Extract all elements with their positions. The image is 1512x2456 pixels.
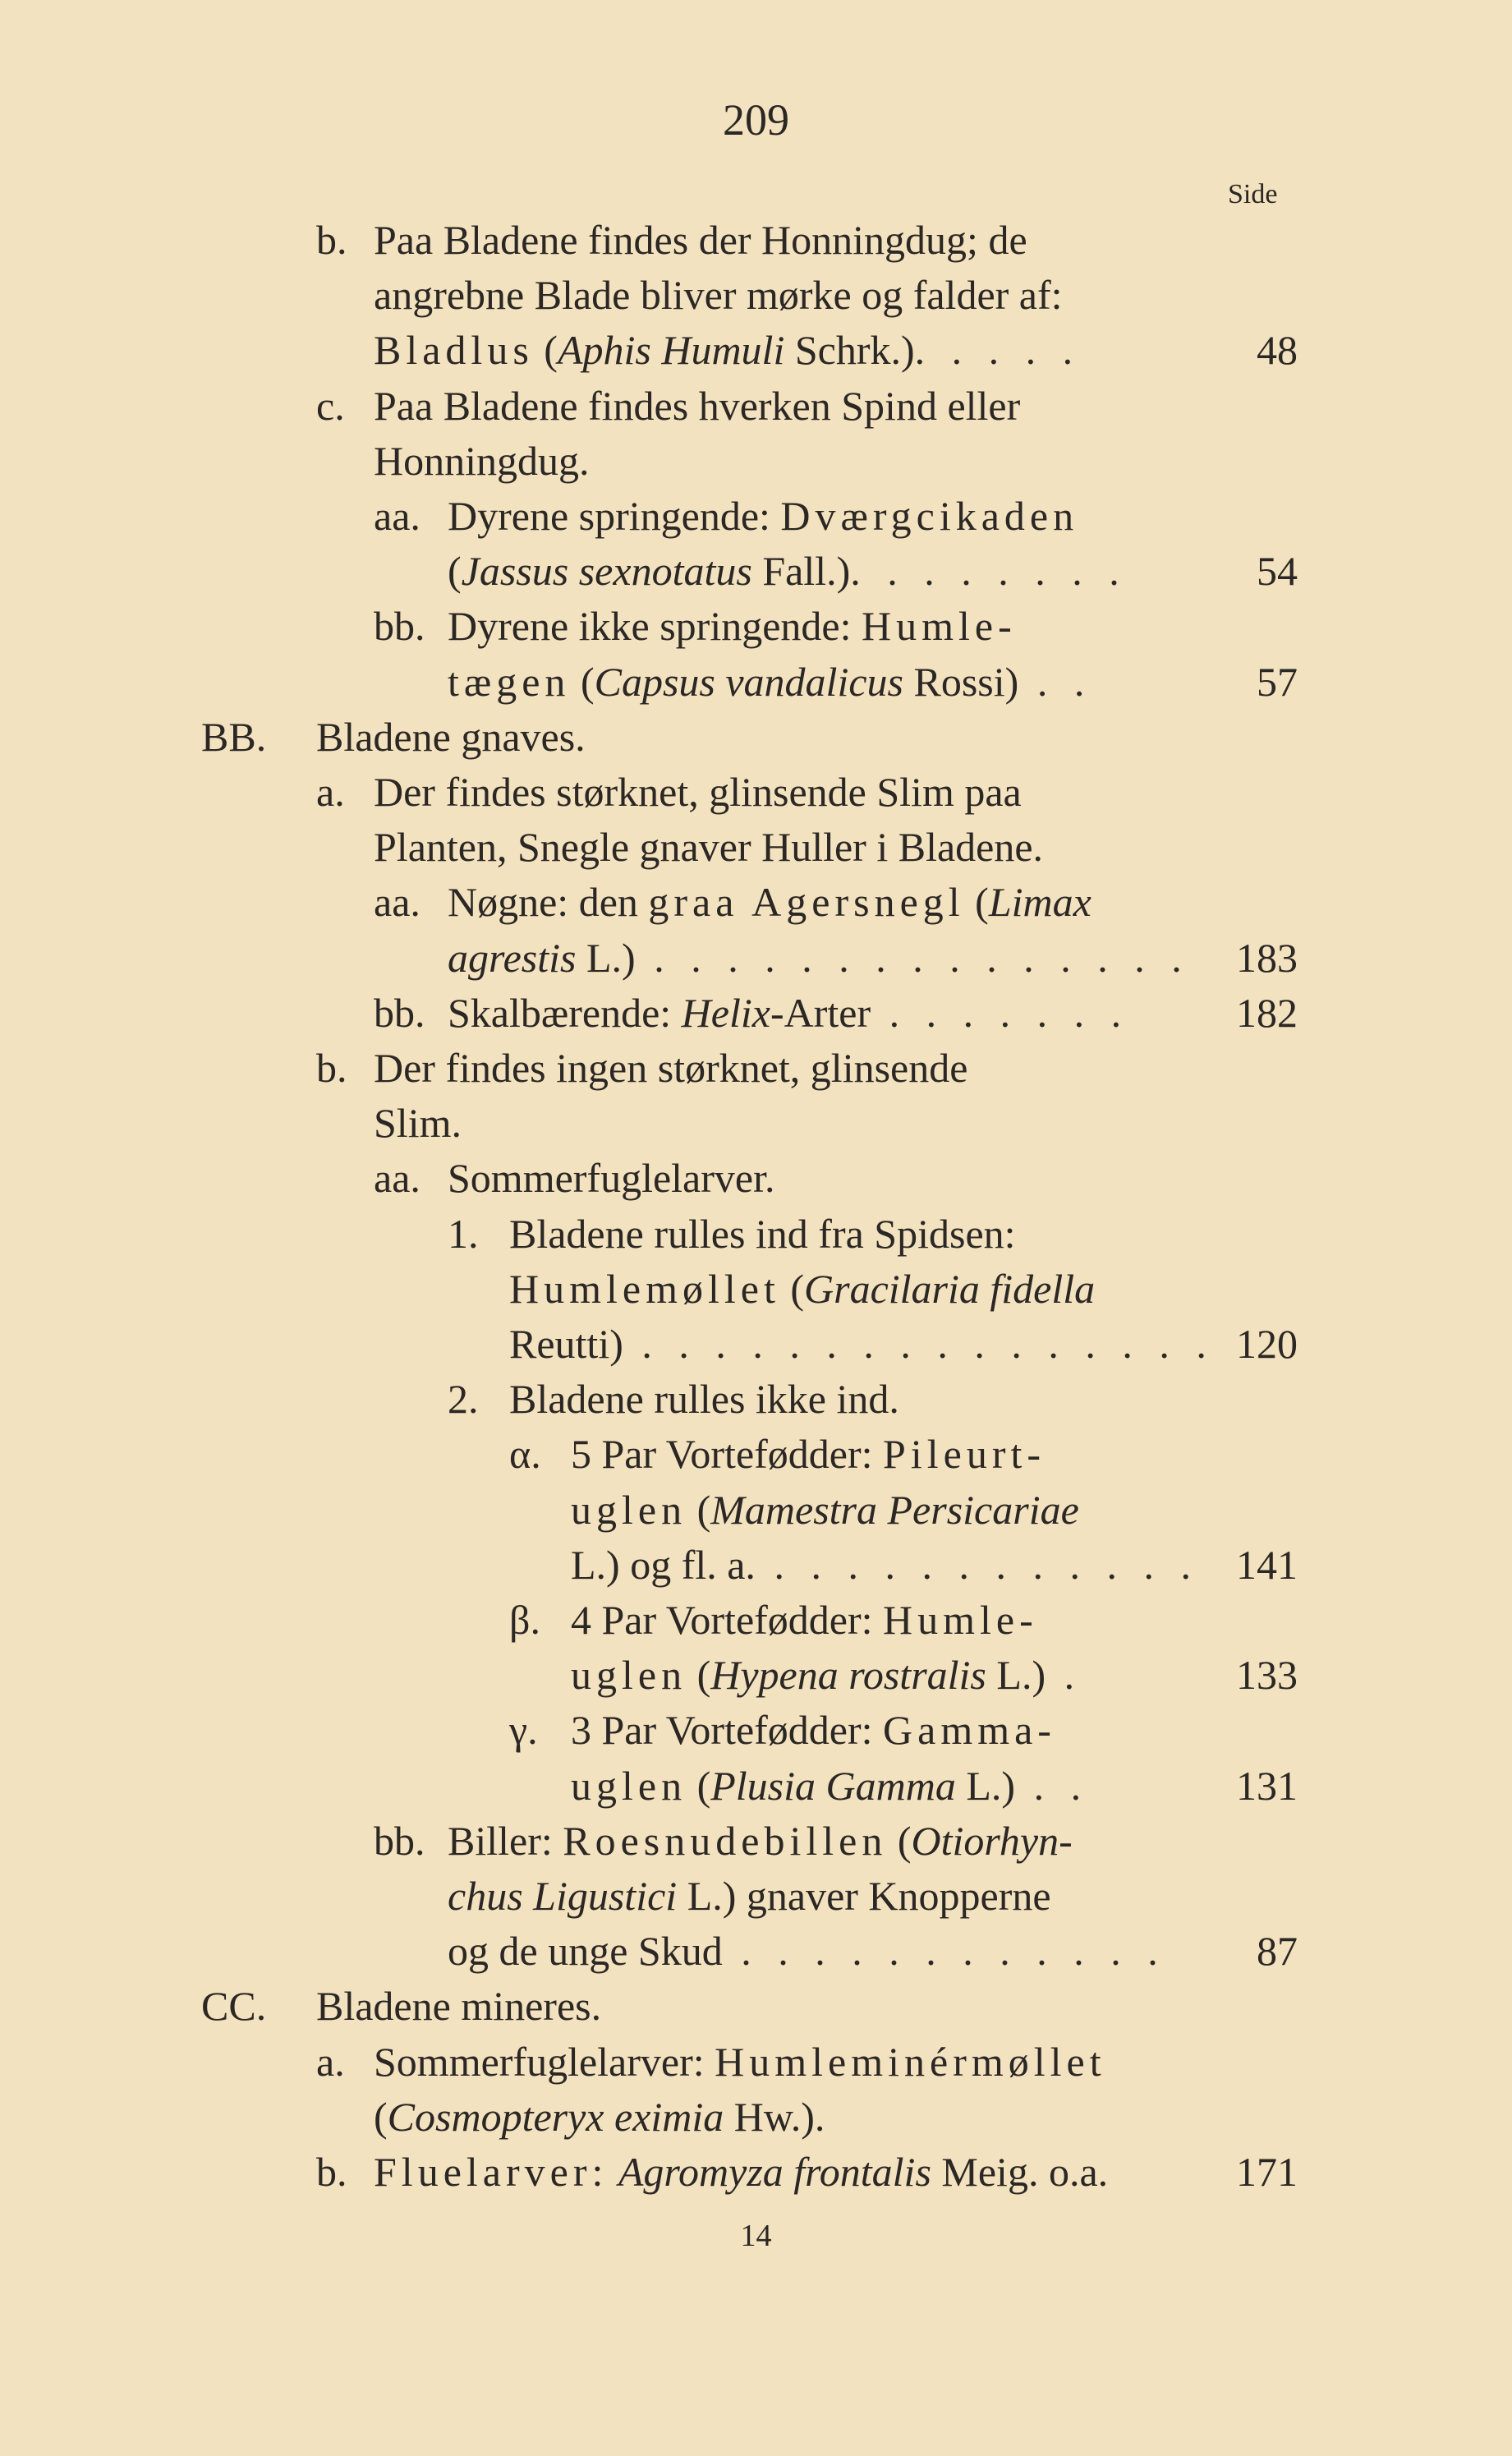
entry-label: aa. bbox=[374, 493, 421, 539]
entry-fragment: Bladlus bbox=[374, 327, 534, 373]
entry-fragment: uglen bbox=[571, 1487, 687, 1533]
entry-fragment: 5 Par Vortefødder: bbox=[571, 1431, 884, 1477]
entry-text bbox=[448, 1923, 1166, 1979]
entry-text bbox=[509, 1206, 1016, 1262]
signature-mark: 14 bbox=[740, 2219, 772, 2253]
entry-fragment: uglen bbox=[571, 1652, 687, 1698]
leader-dots: . . . . . bbox=[914, 327, 1082, 373]
entry-fragment: Dyrene springende: bbox=[448, 493, 781, 539]
entry-fragment: tægen bbox=[448, 659, 571, 705]
entry-fragment: Fall.) bbox=[751, 548, 851, 594]
entry-fragment: Reutti) bbox=[509, 1321, 623, 1367]
entry-fragment: Bladene gnaves. bbox=[316, 714, 586, 760]
entry-text bbox=[571, 1592, 1038, 1648]
entry-fragment: ( bbox=[964, 879, 989, 925]
entry-text bbox=[448, 930, 1190, 986]
italic-name: Plusia Gamma bbox=[710, 1763, 956, 1809]
leader-dots: . . bbox=[1015, 1763, 1090, 1809]
entry-fragment: Meig. o.a. bbox=[931, 2149, 1109, 2195]
italic-name: Limax bbox=[988, 879, 1091, 925]
entry-fragment: og de unge Skud bbox=[448, 1928, 723, 1974]
entry-fragment: L.) gnaver Knopperne bbox=[677, 1873, 1051, 1919]
entry-label: 1. bbox=[448, 1211, 479, 1257]
entry-fragment: L.) bbox=[986, 1652, 1046, 1698]
entry-label: a. bbox=[316, 2039, 345, 2085]
entry-text bbox=[374, 433, 590, 489]
leader-dots: . . . . . . . . bbox=[850, 548, 1128, 594]
page-reference: 141 bbox=[1236, 1542, 1298, 1588]
entry-fragment: 4 Par Vortefødder: bbox=[571, 1597, 884, 1643]
italic-name: Jassus sexnotatus bbox=[461, 548, 752, 594]
page-number: 209 bbox=[723, 95, 789, 145]
entry-fragment: Dværgcikaden bbox=[780, 493, 1079, 539]
leader-dots: . bbox=[1046, 1652, 1083, 1698]
entry-text bbox=[374, 267, 1063, 323]
entry-text bbox=[448, 1150, 775, 1206]
entry-text bbox=[509, 1261, 1095, 1317]
entry-fragment: Skalbærende: bbox=[448, 990, 682, 1036]
entry-fragment: Honningdug. bbox=[374, 438, 590, 484]
entry-fragment: L.) og fl. a. bbox=[571, 1542, 756, 1588]
entry-text bbox=[448, 1813, 1073, 1869]
italic-name: agrestis bbox=[448, 935, 577, 981]
italic-name: Helix bbox=[681, 990, 770, 1036]
entry-fragment: Fluelarver: bbox=[374, 2149, 609, 2195]
entry-fragment: uglen bbox=[571, 1763, 687, 1809]
entry-text bbox=[448, 985, 1129, 1041]
entry-fragment: ( bbox=[448, 548, 462, 594]
page-reference: 182 bbox=[1236, 990, 1298, 1036]
entry-fragment: Humle- bbox=[883, 1597, 1038, 1643]
entry-text bbox=[448, 1868, 1051, 1924]
leader-dots: . . . . . . . . . . . . . . . bbox=[635, 935, 1190, 981]
italic-name: chus Ligustici bbox=[448, 1873, 678, 1919]
entry-fragment: Nøgne: den bbox=[448, 879, 649, 925]
page-reference: 54 bbox=[1257, 548, 1298, 594]
entry-label: b. bbox=[316, 217, 347, 263]
entry-fragment: -Arter bbox=[770, 990, 871, 1036]
entry-label: aa. bbox=[374, 879, 421, 925]
entry-fragment: ( bbox=[533, 327, 558, 373]
page-reference: 48 bbox=[1257, 327, 1298, 373]
entry-label: α. bbox=[509, 1431, 541, 1477]
entry-fragment: Slim. bbox=[374, 1100, 462, 1146]
entry-label: bb. bbox=[374, 603, 425, 649]
italic-name: Agromyza frontalis bbox=[618, 2149, 931, 2195]
entry-text bbox=[509, 1316, 1215, 1372]
entry-text bbox=[316, 1978, 601, 2034]
entry-fragment: Paa Bladene findes hverken Spind eller bbox=[374, 383, 1021, 429]
leader-dots: . . . . . . . . . . . . bbox=[722, 1928, 1166, 1974]
italic-name: Otiorhyn- bbox=[911, 1818, 1073, 1864]
entry-fragment: L.) bbox=[955, 1763, 1016, 1809]
entry-text bbox=[374, 819, 1043, 875]
page-reference: 183 bbox=[1236, 935, 1298, 981]
entry-text bbox=[374, 764, 1022, 820]
entry-label: 2. bbox=[448, 1376, 479, 1422]
entry-fragment: Schrk.) bbox=[784, 327, 915, 373]
page-reference: 87 bbox=[1257, 1928, 1298, 1974]
entry-fragment: Pileurt- bbox=[883, 1431, 1046, 1477]
entry-text bbox=[374, 322, 1081, 378]
italic-name: Cosmopteryx eximia bbox=[387, 2094, 724, 2140]
entry-label: β. bbox=[509, 1597, 540, 1643]
entry-text bbox=[448, 654, 1092, 710]
entry-label: b. bbox=[316, 1045, 347, 1091]
entry-fragment: ( bbox=[687, 1652, 711, 1698]
entry-label: c. bbox=[316, 383, 345, 429]
page-reference: 57 bbox=[1257, 659, 1298, 705]
entry-text bbox=[374, 212, 1027, 268]
entry-label: BB. bbox=[201, 714, 267, 760]
entry-fragment: 3 Par Vortefødder: bbox=[571, 1707, 884, 1753]
italic-name: Aphis Humuli bbox=[557, 327, 785, 373]
entry-text bbox=[571, 1426, 1046, 1482]
entry-text bbox=[374, 2034, 1106, 2090]
entry-text bbox=[448, 488, 1078, 544]
entry-fragment: Der findes ingen størknet, glinsende bbox=[374, 1045, 968, 1091]
entry-fragment: Dyrene ikke springende: bbox=[448, 603, 862, 649]
entry-text bbox=[571, 1647, 1082, 1703]
italic-name: Capsus vandalicus bbox=[594, 659, 903, 705]
entry-fragment: Hw.). bbox=[724, 2094, 825, 2140]
entry-fragment: L.) bbox=[576, 935, 636, 981]
entry-fragment: ( bbox=[687, 1487, 711, 1533]
entry-fragment: ( bbox=[779, 1266, 804, 1312]
page-reference: 171 bbox=[1236, 2149, 1298, 2195]
entry-text bbox=[316, 709, 586, 765]
entry-label: γ. bbox=[509, 1707, 538, 1753]
entry-fragment bbox=[608, 2149, 618, 2195]
entry-text bbox=[509, 1371, 899, 1427]
entry-fragment: Humle- bbox=[862, 603, 1017, 649]
entry-text bbox=[571, 1482, 1079, 1538]
entry-fragment: Biller: bbox=[448, 1818, 563, 1864]
entry-fragment: Bladene rulles ikke ind. bbox=[509, 1376, 899, 1422]
entry-fragment: angrebne Blade bliver mørke og falder af: bbox=[374, 272, 1063, 318]
entry-fragment: Bladene rulles ind fra Spidsen: bbox=[509, 1211, 1016, 1257]
entry-text bbox=[448, 874, 1091, 930]
entry-fragment: Gamma- bbox=[883, 1707, 1056, 1753]
entry-fragment: Der findes størknet, glinsende Slim paa bbox=[374, 769, 1022, 815]
leader-dots: . . bbox=[1018, 659, 1093, 705]
entry-text bbox=[374, 2144, 1108, 2200]
page-reference: 120 bbox=[1236, 1321, 1298, 1367]
side-header: Side bbox=[1228, 179, 1278, 209]
leader-dots: . . . . . . . bbox=[871, 990, 1130, 1036]
entry-text bbox=[571, 1758, 1089, 1814]
entry-label: bb. bbox=[374, 1818, 425, 1864]
entry-fragment: Planten, Snegle gnaver Huller i Bladene. bbox=[374, 824, 1044, 870]
entry-label: aa. bbox=[374, 1155, 421, 1201]
italic-name: Hypena rostralis bbox=[710, 1652, 986, 1698]
entry-fragment: Humlemøllet bbox=[509, 1266, 780, 1312]
entry-text bbox=[374, 1095, 462, 1151]
page-reference: 133 bbox=[1236, 1652, 1298, 1698]
entry-fragment: Bladene mineres. bbox=[316, 1983, 602, 2029]
leader-dots: . . . . . . . . . . . . . . . . bbox=[623, 1321, 1215, 1367]
entry-fragment: ( bbox=[887, 1818, 912, 1864]
entry-label: bb. bbox=[374, 990, 425, 1036]
entry-text bbox=[571, 1537, 1199, 1593]
entry-fragment: ( bbox=[374, 2094, 388, 2140]
entry-text bbox=[374, 1040, 967, 1096]
leader-dots: . . . . . . . . . . . . bbox=[755, 1542, 1199, 1588]
italic-name: Mamestra Persicariae bbox=[710, 1487, 1079, 1533]
entry-fragment: Paa Bladene findes der Honningdug; de bbox=[374, 217, 1027, 263]
entry-label: a. bbox=[316, 769, 345, 815]
entry-text bbox=[374, 378, 1020, 434]
entry-fragment: Roesnudebillen bbox=[563, 1818, 888, 1864]
entry-text bbox=[374, 2089, 825, 2145]
page-reference: 131 bbox=[1236, 1763, 1298, 1809]
entry-label: CC. bbox=[201, 1983, 267, 2029]
entry-fragment: Humleminérmøllet bbox=[715, 2039, 1106, 2085]
entry-fragment: Sommerfuglelarver. bbox=[448, 1155, 775, 1201]
entry-fragment: ( bbox=[687, 1763, 711, 1809]
entry-text bbox=[571, 1702, 1056, 1758]
entry-fragment: graa Agersnegl bbox=[648, 879, 965, 925]
entry-label: b. bbox=[316, 2149, 347, 2195]
entry-text bbox=[448, 543, 1128, 599]
entry-fragment: ( bbox=[570, 659, 595, 705]
italic-name: Gracilaria fidella bbox=[804, 1266, 1096, 1312]
entry-fragment: Sommerfuglelarver: bbox=[374, 2039, 715, 2085]
entry-text bbox=[448, 598, 1017, 654]
entry-fragment: Rossi) bbox=[903, 659, 1019, 705]
